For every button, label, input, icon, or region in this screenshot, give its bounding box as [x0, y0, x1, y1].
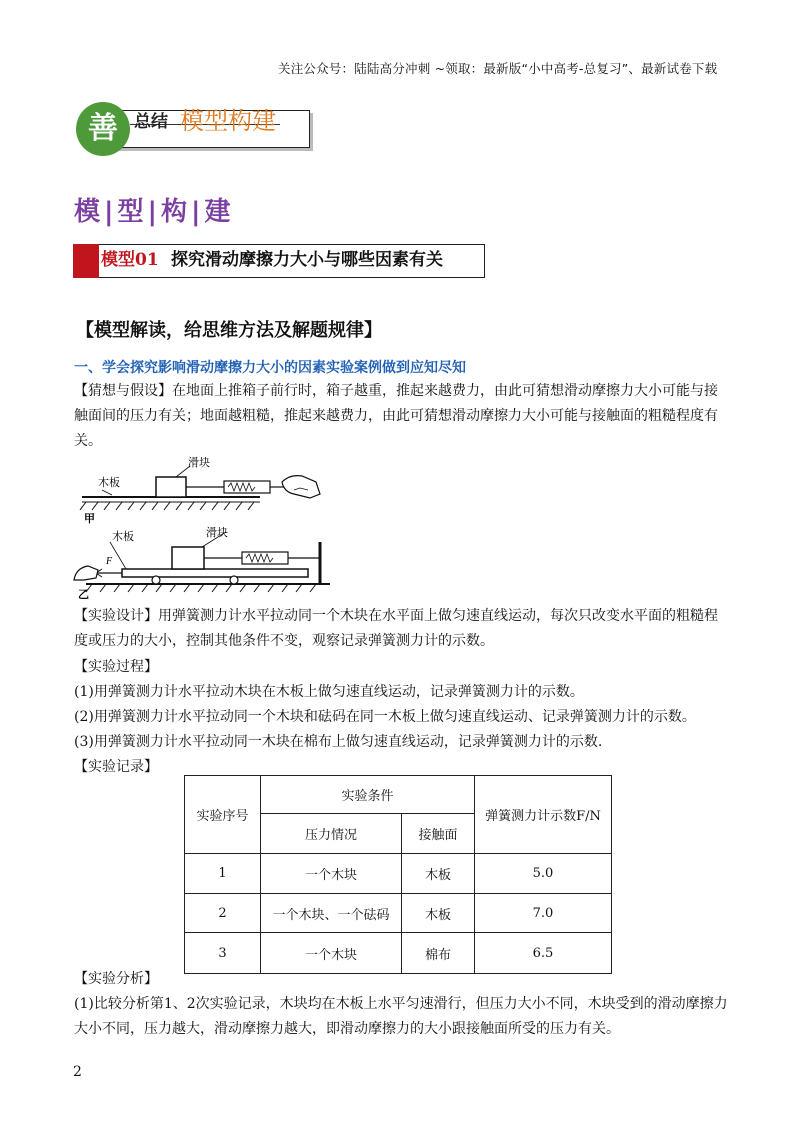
yi-figure-label: 乙 [78, 589, 89, 600]
cell-reading: 7.0 [475, 894, 612, 933]
cell-seq: 3 [185, 933, 261, 974]
design-paragraph [74, 604, 730, 654]
record-tag: 【实验记录】 [74, 759, 158, 775]
cell-pressure: 一个木块、一个砝码 [261, 894, 402, 933]
hypothesis-tag: 【猜想与假设】 [74, 383, 172, 399]
header-reading: 弹簧测力计示数F/N [475, 776, 612, 854]
process-step: (2)用弹簧测力计水平拉动同一个木块和砝码在同一木板上做匀速直线运动、记录弹簧测力计的示数。 [74, 709, 696, 725]
jia-figure-label: 甲 [84, 513, 95, 525]
header-condition: 实验条件 [261, 776, 475, 814]
figure-yi [74, 525, 330, 600]
design-text: 用弹簧测力计水平拉动同一个木块在水平面上做匀速直线运动，每次只改变水平面的粗糙程度或压力的大小，控制其他条件不变，观察记录弹簧测力计的示数。 [74, 608, 718, 649]
section-title: 模|型|构|建 [74, 197, 235, 227]
table-row [185, 933, 612, 974]
interpretation-heading: 【模型解读，给思维方法及解题规律】 [76, 320, 382, 341]
subheading: 一、学会探究影响滑动摩擦力大小的因素实验案例做到应知尽知 [74, 360, 466, 376]
cell-seq: 2 [185, 894, 261, 933]
figure-jia [80, 455, 320, 525]
process-tag: 【实验过程】 [74, 659, 158, 675]
table-header-row [185, 776, 612, 814]
model-number: 模型01 [101, 250, 159, 270]
cell-reading: 5.0 [475, 854, 612, 894]
hypothesis-paragraph [74, 379, 730, 454]
hypothesis-text: 在地面上推箱子前行时，箱子越重，推起来越费力，由此可猜想滑动摩擦力大小可能与接触面间的压力有关；地面越粗糙，推起来越费力，由此可猜想滑动摩擦力大小可能与接触面的粗糙程度有关。 [74, 383, 718, 449]
cell-surface: 木板 [402, 854, 475, 894]
jia-board-label: 木板 [98, 477, 120, 489]
process-step: (1)用弹簧测力计水平拉动木块在木板上做匀速直线运动，记录弹簧测力计的示数。 [74, 684, 584, 700]
analysis-text: (1)比较分析第1、2次实验记录，木块均在木板上水平匀速滑行，但压力大小不同，木块受到的滑动摩擦力大小不同，压力越大，滑动摩擦力越大，即滑动摩擦力的大小跟接触面所受的压力有关。 [74, 996, 728, 1037]
jia-block-label: 滑块 [188, 457, 210, 469]
yi-board-label: 木板 [112, 531, 134, 543]
cell-surface: 木板 [402, 894, 475, 933]
header-note: 关注公众号：陆陆高分冲刺 ~领取：最新版“小中高考-总复习”、最新试卷下载 [278, 61, 718, 76]
cell-reading: 6.5 [475, 933, 612, 974]
header-seq: 实验序号 [185, 776, 261, 854]
process-step: (3)用弹簧测力计水平拉动同一木块在棉布上做匀速直线运动，记录弹簧测力计的示数. [74, 734, 603, 750]
cell-pressure: 一个木块 [261, 933, 402, 974]
cell-surface: 棉布 [402, 933, 475, 974]
experiment-figure [72, 452, 342, 600]
table-row [185, 894, 612, 933]
badge-label-model: 模型构建 [180, 107, 276, 135]
record-table [184, 775, 612, 974]
analysis-tag: 【实验分析】 [74, 971, 158, 987]
page-number: 2 [73, 1064, 82, 1080]
header-surface: 接触面 [402, 814, 475, 854]
header-pressure: 压力情况 [261, 814, 402, 854]
yi-block-label: 滑块 [206, 527, 228, 539]
badge-circle-icon: 善 [76, 102, 130, 156]
model-title: 探究滑动摩擦力大小与哪些因素有关 [171, 250, 443, 270]
design-tag: 【实验设计】 [74, 608, 158, 624]
cell-seq: 1 [185, 854, 261, 894]
cell-pressure: 一个木块 [261, 854, 402, 894]
table-row [185, 854, 612, 894]
yi-force-label: F [106, 556, 113, 567]
badge-label-summary: 总结 [134, 112, 168, 132]
model-banner-marker [73, 244, 99, 278]
